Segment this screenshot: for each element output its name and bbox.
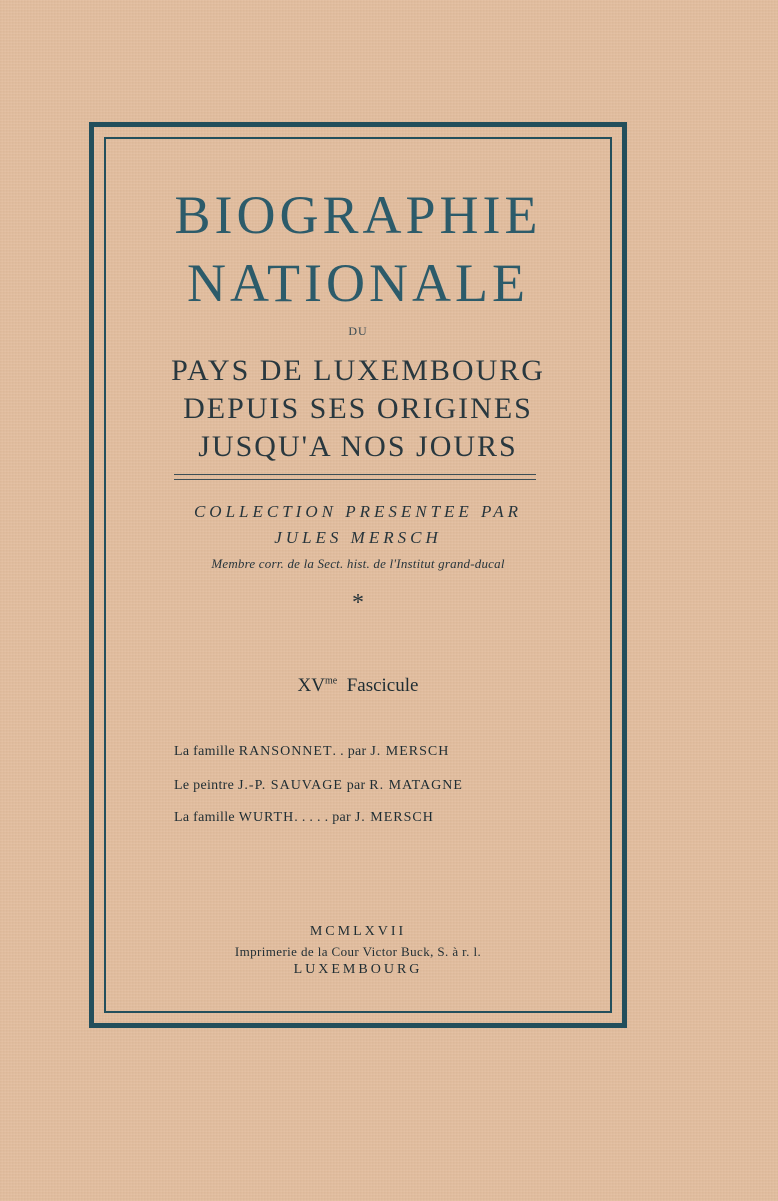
cover-content bbox=[110, 140, 606, 1010]
collection-line: COLLECTION PRESENTEE PAR bbox=[193, 502, 523, 521]
entry-author: J. MERSCH bbox=[370, 744, 450, 759]
du-label: DU bbox=[348, 324, 368, 338]
editor-name: JULES MERSCH bbox=[274, 528, 442, 547]
fascicule-word: Fascicule bbox=[346, 675, 419, 696]
fascicule-number: XV bbox=[297, 675, 325, 696]
divider-top bbox=[174, 474, 536, 475]
entry-author: R. MATAGNE bbox=[369, 778, 463, 793]
editor-affiliation: Membre corr. de la Sect. hist. de l'Institut grand-ducal bbox=[211, 556, 505, 571]
contents-entry: La famille WURTH. . . . . par J. MERSCH bbox=[174, 810, 434, 825]
subtitle-line-1: PAYS DE LUXEMBOURG bbox=[171, 354, 545, 387]
entry-author: J. MERSCH bbox=[354, 810, 434, 825]
fascicule-suffix: me bbox=[324, 675, 338, 687]
fascicule-heading bbox=[110, 675, 606, 697]
entry-subject: RANSONNET bbox=[238, 744, 333, 759]
subtitle-line-3: JUSQU'A NOS JOURS bbox=[198, 430, 518, 463]
entry-subject: WURTH bbox=[238, 810, 295, 825]
asterisk-ornament: * bbox=[352, 590, 364, 616]
publication-year: MCMLXVII bbox=[309, 924, 407, 939]
contents-entry: La famille RANSONNET. . par J. MERSCH bbox=[174, 744, 450, 759]
city-line: LUXEMBOURG bbox=[293, 962, 423, 977]
subtitle-line-2: DEPUIS SES ORIGINES bbox=[183, 392, 533, 425]
title-line-2: NATIONALE bbox=[187, 253, 529, 313]
title-line-1: BIOGRAPHIE bbox=[174, 185, 542, 245]
contents-entry: Le peintre J.-P. SAUVAGE par R. MATAGNE bbox=[174, 778, 463, 793]
entry-subject: J.-P. SAUVAGE bbox=[237, 778, 343, 793]
printer-line: Imprimerie de la Cour Victor Buck, S. à r. l. bbox=[234, 944, 482, 959]
divider-bottom bbox=[174, 479, 536, 480]
